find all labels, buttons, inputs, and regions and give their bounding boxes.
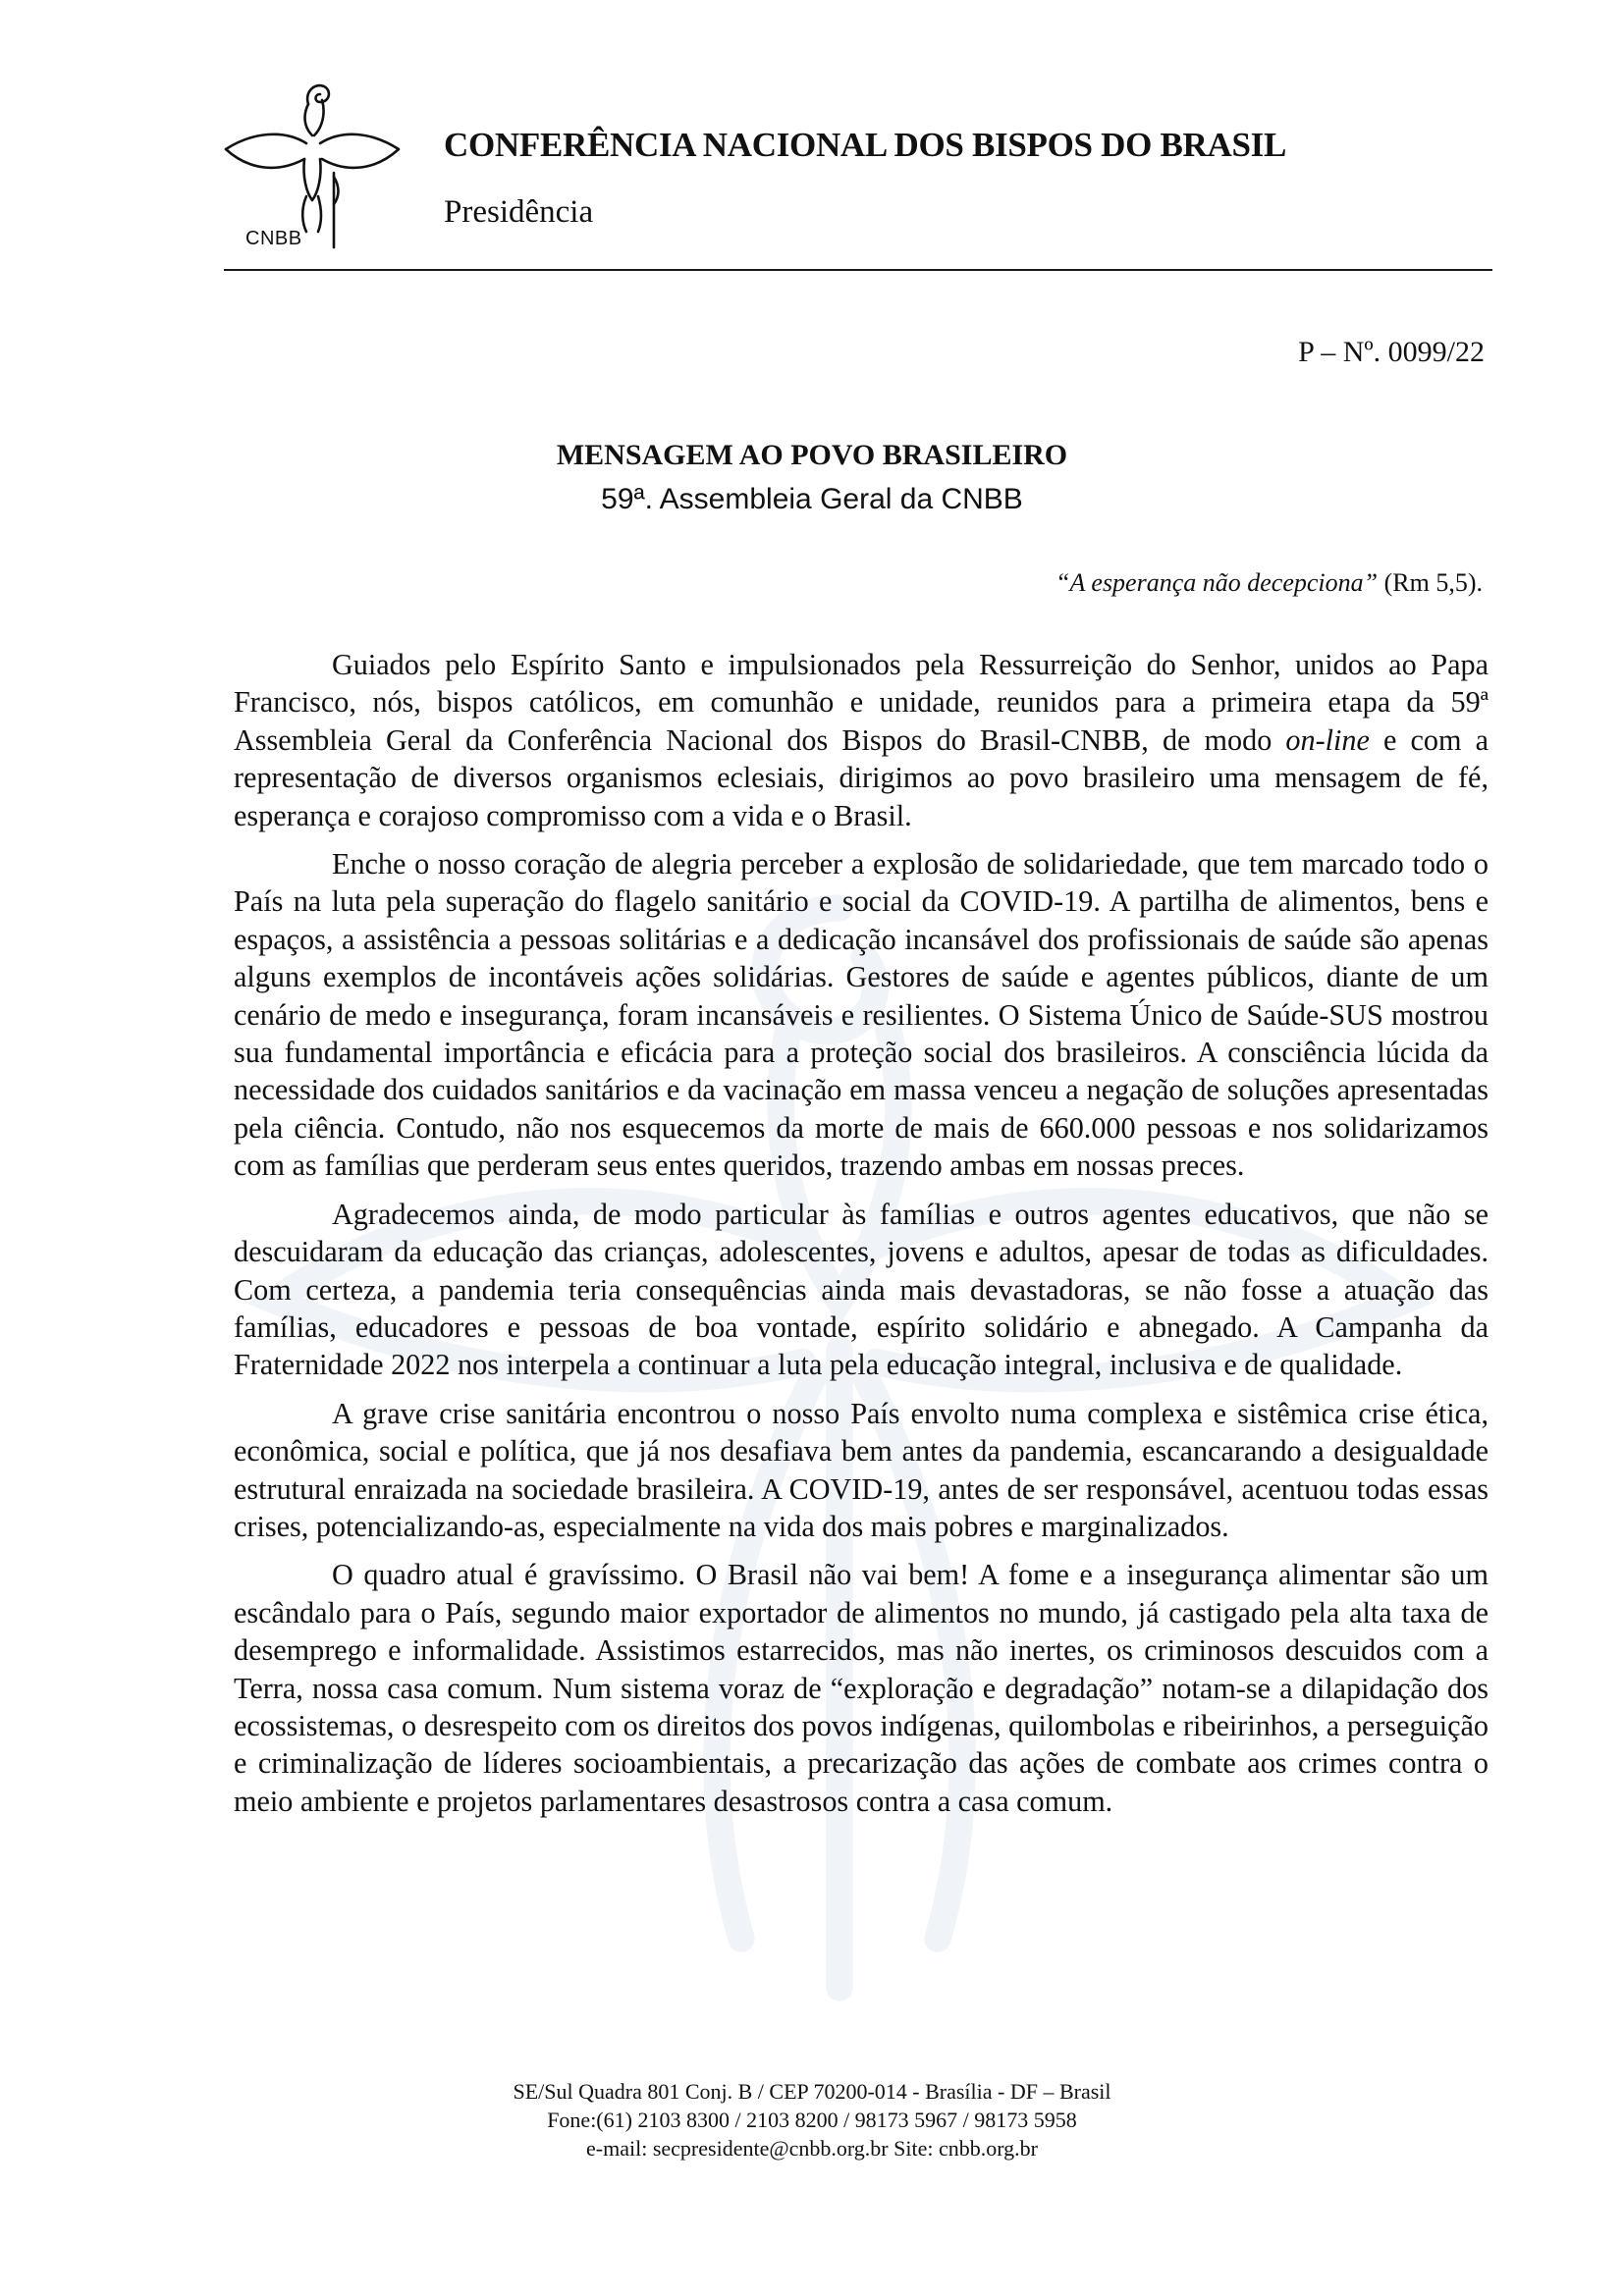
paragraph-1-part-a: Guiados pelo Espírito Santo e impulsionados pela Ressurreição do Senhor, unidos ao Papa Francisco, nós, bispos católicos, em comunhão e unidade, reunidos para a primeira etapa da 59ª Assembleia Geral da Conferência Nacional dos Bispos do Brasil-CNBB, de modo xyxy=(234,648,1489,757)
logo-text: CNBB xyxy=(245,228,302,249)
paragraph-4: A grave crise sanitária encontrou o nosso País envolto numa complexa e sistêmica crise ética, econômica, social e política, que já nos desafiava bem antes da pandemia, escancarando a desigualdade estrutural enraizada na sociedade brasileira. A COVID-19, antes de ser responsável, acentuou todas essas crises, potencializando-as, especialmente na vida dos mais pobres e marginalizados. xyxy=(234,1396,1489,1543)
footer xyxy=(0,2077,1624,2163)
footer-address: SE/Sul Quadra 801 Conj. B / CEP 70200-014 - Brasília - DF – Brasil xyxy=(513,2079,1111,2104)
footer-phone: Fone:(61) 2103 8300 / 2103 8200 / 98173 5967 / 98173 5958 xyxy=(547,2108,1077,2132)
header-divider xyxy=(224,269,1492,271)
epigraph-quote: “A esperança não decepciona” xyxy=(1056,568,1379,597)
letterhead xyxy=(224,79,1492,271)
message-body xyxy=(234,646,1489,1820)
document-title: MENSAGEM AO POVO BRASILEIRO xyxy=(556,439,1068,471)
department-name: Presidência xyxy=(444,194,594,230)
organization-name: CONFERÊNCIA NACIONAL DOS BISPOS DO BRASIL xyxy=(444,126,1287,164)
epigraph xyxy=(1056,568,1483,598)
footer-contact: e-mail: secpresidente@cnbb.org.br Site: cnbb.org.br xyxy=(586,2136,1038,2161)
paragraph-1-part-b: e com a representação de diversos organismos eclesiais, dirigimos ao povo brasileiro uma mensagem de fé, esperança e corajoso compromisso com a vida e o Brasil. xyxy=(234,722,1489,832)
paragraph-5: O quadro atual é gravíssimo. O Brasil não vai bem! A fome e a insegurança alimentar são um escândalo para o País, segundo maior exportador de alimentos no mundo, já castigado pela alta taxa de desemprego e informalidade. Assistimos estarrecidos, mas não inertes, os criminosos descuidos com a Terra, nossa casa comum. Num sistema voraz de “exploração e degradação” notam-se a dilapidação dos ecossistemas, o desrespeito com os direitos dos povos indígenas, quilombolas e ribeirinhos, a perseguição e criminalização de líderes socioambientais, a precarização das ações de combate aos crimes contra o meio ambiente e projetos parlamentares desastrosos contra a casa comum. xyxy=(234,1558,1489,1818)
paragraph-3: Agradecemos ainda, de modo particular às famílias e outros agentes educativos, que não se descuidaram da educação das crianças, adolescentes, jovens e adultos, apesar de todas as dificuldades. Com certeza, a pandemia teria consequências ainda mais devastadoras, se não fosse a atuação das famílias, educadores e pessoas de boa vontade, espírito solidário e abnegado. A Campanha da Fraternidade 2022 nos interpela a continuar a luta pela educação integral, inclusiva e de qualidade. xyxy=(234,1197,1489,1382)
document-number: P – Nº. 0099/22 xyxy=(1298,336,1485,368)
paragraph-1 xyxy=(234,646,1489,834)
epigraph-reference: (Rm 5,5). xyxy=(1378,568,1483,597)
paragraph-2: Enche o nosso coração de alegria perceber a explosão de solidariedade, que tem marcado todo o País na luta pela superação do flagelo sanitário e social da COVID-19. A partilha de alimentos, bens e espaços, a assistência a pessoas solitárias e a dedicação incansável dos profissionais de saúde são apenas alguns exemplos de incontáveis ações solidárias. Gestores de saúde e agentes públicos, diante de um cenário de medo e insegurança, foram incansáveis e resilientes. O Sistema Único de Saúde-SUS mostrou sua fundamental importância e eficácia para a proteção social dos brasileiros. A consciência lúcida da necessidade dos cuidados sanitários e da vacinação em massa venceu a negação de soluções apresentadas pela ciência. Contudo, não nos esquecemos da morte de mais de 660.000 pessoas e nos solidarizamos com as famílias que perderam seus entes queridos, trazendo ambas em nossas preces. xyxy=(234,847,1489,1183)
paragraph-1-italic: on-line xyxy=(1285,722,1370,757)
document-subtitle: 59ª. Assembleia Geral da CNBB xyxy=(601,483,1023,515)
